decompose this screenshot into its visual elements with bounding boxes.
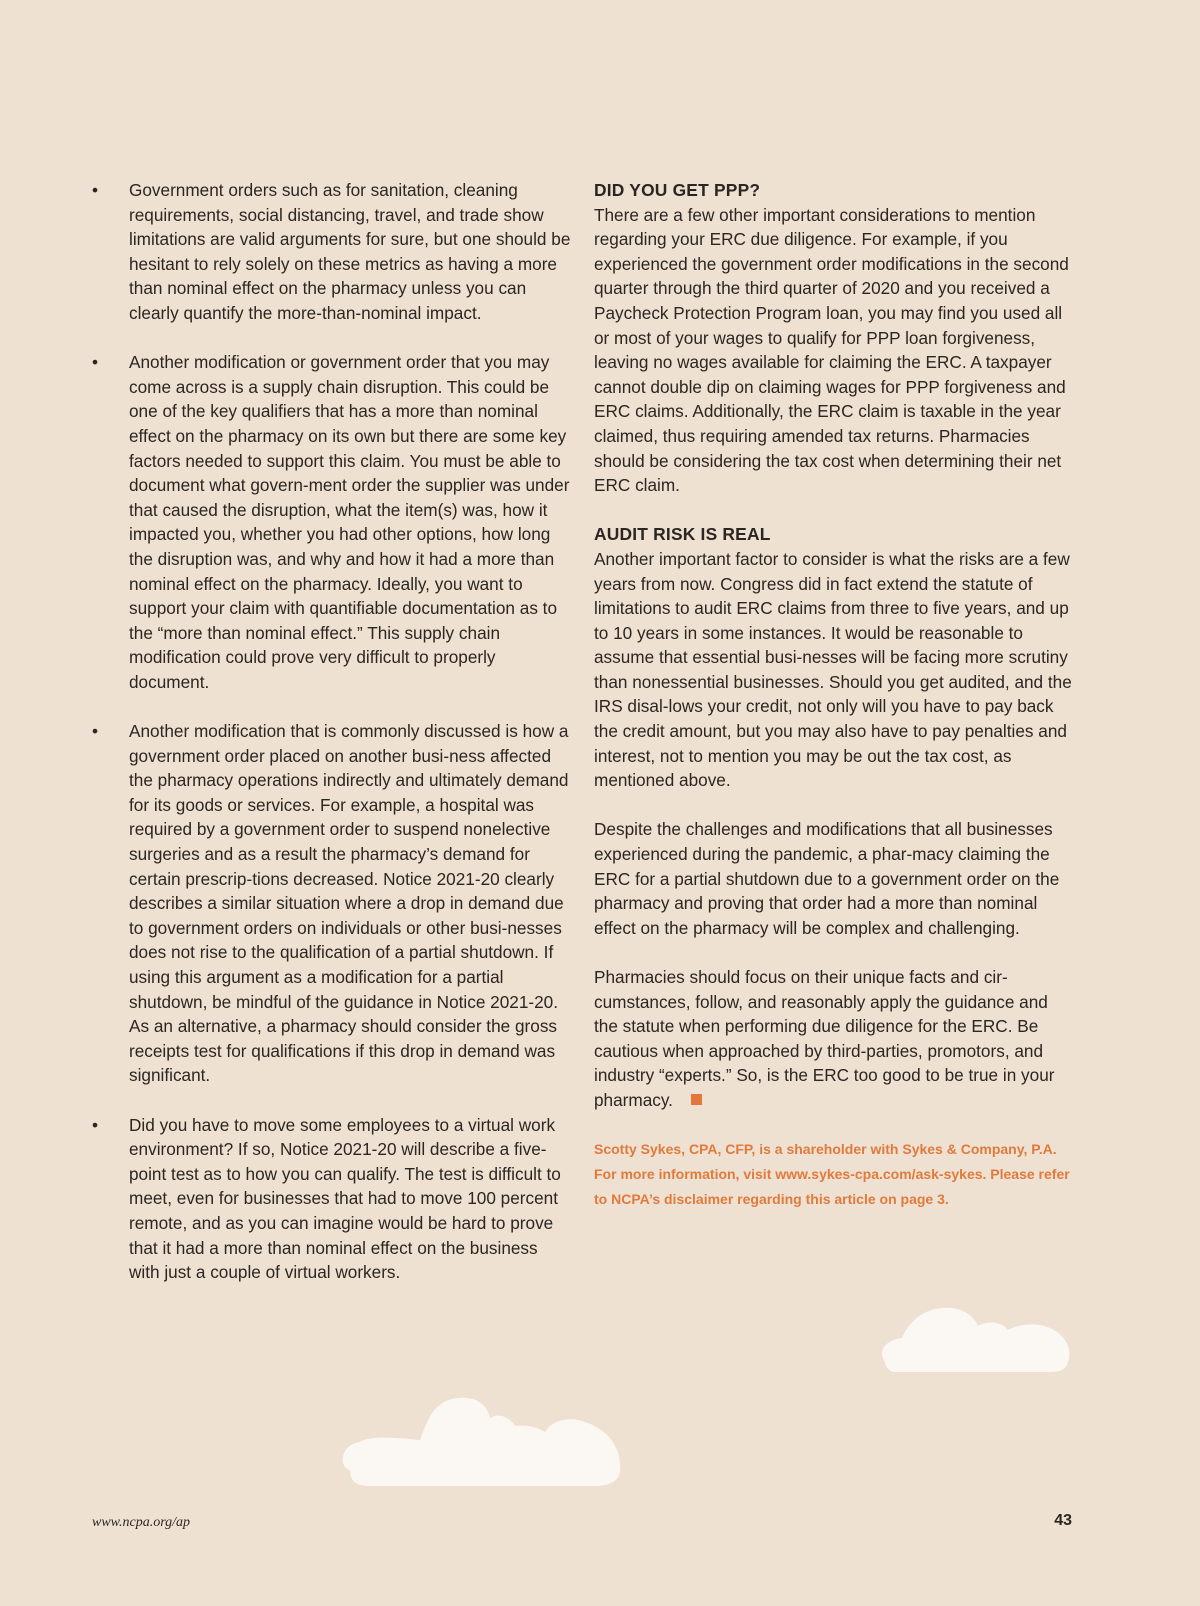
section-heading-ppp: DID YOU GET PPP? (594, 180, 761, 200)
bullet-item (92, 350, 572, 694)
bullet-text: Government orders such as for sanitation, cleaning requirements, social distancing, travel, and trade show limitations are valid arguments for sure, but one should be hesitant to rely solely on these metrics as having a more than nominal effect on the pharmacy unless you can clearly quantify the more-than-nominal impact. (129, 180, 571, 323)
cloud-decoration-right (878, 1306, 1073, 1374)
footer-url: www.ncpa.org/ap (92, 1515, 191, 1530)
paragraph-conclusion (594, 965, 1074, 1113)
section-body-ppp: There are a few other important considerations to mention regarding your ERC due diligence. For example, if you experienced the government order modifications in the second quarter through the third quarter of 2020 and you received a Paycheck Protection Program loan, you may find you used all or most of your wages to qualify for PPP loan forgiveness, leaving no wages available for claiming the ERC. A taxpayer cannot double dip on claiming wages for PPP forgiveness and ERC claims. Additionally, the ERC claim is taxable in the year claimed, thus requiring amended tax returns. Pharmacies should be considering the tax cost when determining their net ERC claim. (594, 204, 1069, 496)
left-column (92, 178, 572, 1309)
end-mark-icon (691, 1094, 702, 1105)
conclusion-text: Pharmacies should focus on their unique facts and cir-cumstances, follow, and reasonably apply the guidance and the statute when performing due diligence for the ERC. Be cautious when approached by third-parties, promotors, and industry “experts.” So, is the ERC too good to be true in your pharmacy. (594, 967, 1055, 1110)
bullet-marker: • (92, 1114, 99, 1135)
cloud-shape (343, 1398, 620, 1486)
right-column (594, 178, 1074, 1212)
bullet-text: Another modification or government order that you may come across is a supply chain disruption. This could be one of the key qualifiers that has a more than nominal effect on the pharmacy on its own but there are some key factors needed to support this claim. You must be able to document what govern-ment order the supplier was under that caused the disruption, what the item(s) was, how it impacted you, whether you had other options, how long the disruption was, and why and how it had a more than nominal effect on the pharmacy. Ideally, you want to support your claim with quantifiable documentation as to the “more than nominal effect.” This supply chain modification could prove very difficult to properly document. (129, 352, 570, 692)
author-bio: Scotty Sykes, CPA, CFP, is a shareholder with Sykes & Company, P.A. For more information, visit www.sykes-cpa.com/ask-sykes. Please refer to NCPA’s disclaimer regarding this article on page 3. (594, 1141, 1070, 1208)
bullet-text: Did you have to move some employees to a virtual work environment? If so, Notice 2021-20 will describe a five-point test as to how you can qualify. The test is difficult to meet, even for businesses that had to move 100 percent remote, and as you can imagine would be hard to prove that it had a more than nominal effect on the business with just a couple of virtual workers. (129, 1114, 561, 1283)
paragraph-challenges: Despite the challenges and modifications that all businesses experienced during the pandemic, a phar-macy claiming the ERC for a partial shutdown due to a government order on the pharmacy and proving that order had a more than nominal effect on the pharmacy will be complex and challenging. (594, 819, 1060, 938)
cloud-shape (882, 1308, 1069, 1372)
cloud-decoration-left (340, 1390, 630, 1490)
page-number: 43 (1054, 1512, 1072, 1529)
bullet-marker: • (92, 352, 99, 373)
bullet-item (92, 719, 572, 1088)
section-body-audit-risk: Another important factor to consider is what the risks are a few years from now. Congress did in fact extend the statute of limitations to audit ERC claims from three to five years, and up to 10 years in some instances. It would be reasonable to assume that essential busi-nesses will be facing more scrutiny than nonessential businesses. Should you get audited, and the IRS disal-lows your credit, not only will you have to pay back the credit amount, but you may also have to pay penalties and interest, not to mention you may be out the tax cost, as mentioned above. (594, 548, 1072, 791)
section-heading-audit-risk: AUDIT RISK IS REAL (594, 524, 771, 545)
bullet-marker: • (92, 721, 99, 742)
bullet-item (92, 1113, 572, 1285)
bullet-marker: • (92, 180, 99, 200)
bullet-text: Another modification that is commonly discussed is how a government order placed on another busi-ness affected the pharmacy operations indirectly and ultimately demand for its goods or services. For example, a hospital was required by a government order to suspend nonelective surgeries and as a result the pharmacy’s demand for certain prescrip-tions decreased. Notice 2021-20 clearly describes a similar situation where a drop in demand due to government orders on individuals or other busi-nesses does not rise to the qualification of a partial shutdown. If using this argument as a modification for a partial shutdown, be mindful of the guidance in Notice 2021-20. As an alternative, a pharmacy should consider the gross receipts test for qualifications if this drop in demand was significant. (129, 721, 569, 1086)
bullet-item (92, 178, 572, 326)
